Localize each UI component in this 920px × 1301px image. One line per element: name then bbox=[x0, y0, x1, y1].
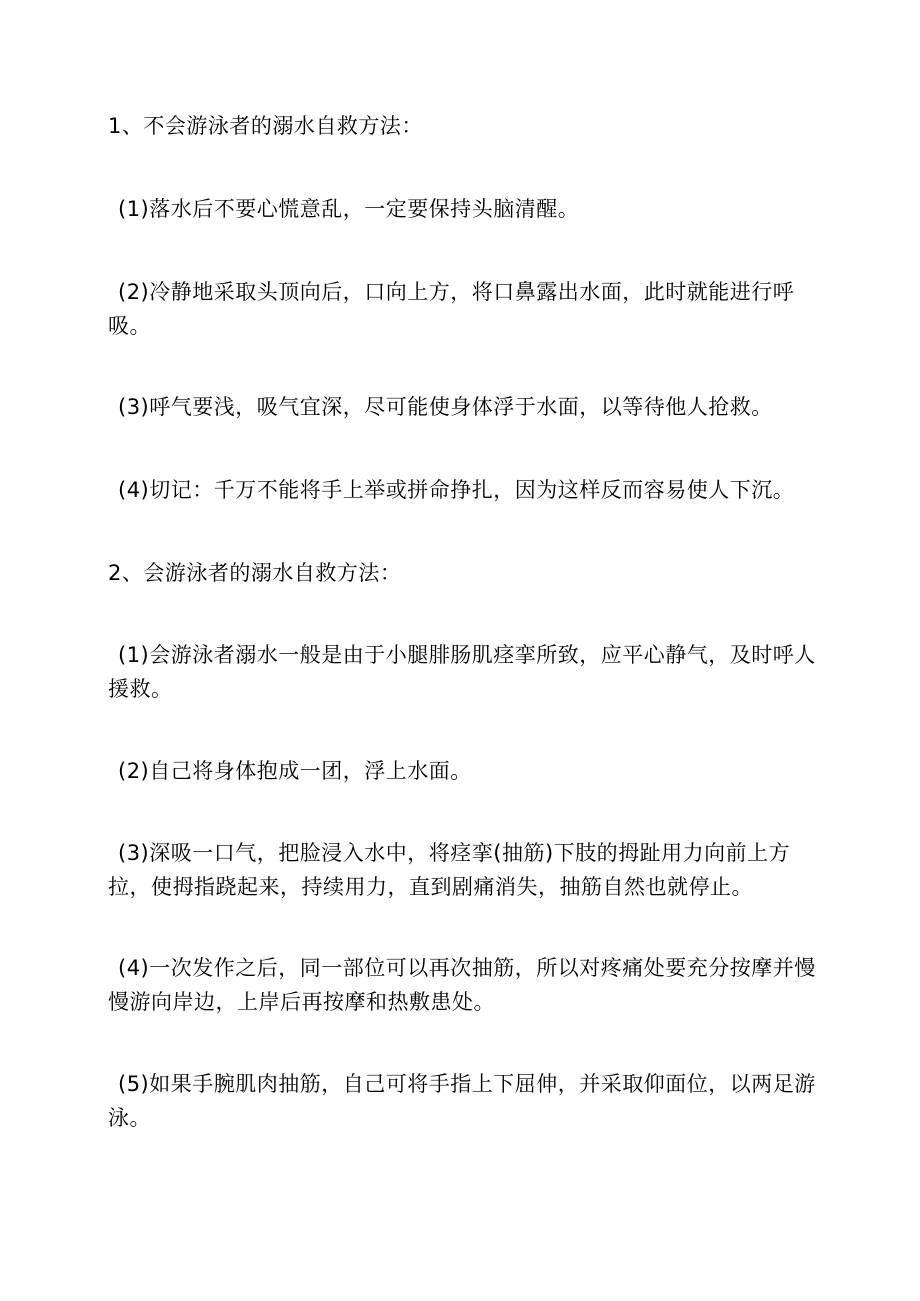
section-2-item-1-line-2: 援救。 bbox=[108, 677, 173, 701]
section-1-item-2-line-1: (2)冷静地采取头顶向后，口向上方，将口鼻露出水面，此时就能进行呼 bbox=[118, 280, 795, 304]
section-2-item-2-line-1: (2)自己将身体抱成一团，浮上水面。 bbox=[118, 759, 472, 783]
section-2-item-3-line-2: 拉，使拇指跷起来，持续用力，直到剧痛消失，抽筋自然也就停止。 bbox=[108, 875, 753, 899]
section-2-item-4-line-1: (4)一次发作之后，同一部位可以再次抽筋，所以对疼痛处要充分按摩并慢 bbox=[118, 956, 816, 980]
section-1-item-2-line-2: 吸。 bbox=[108, 314, 151, 338]
section-1-item-4-line-1: (4)切记：千万不能将手上举或拼命挣扎，因为这样反而容易使人下沉。 bbox=[118, 478, 795, 502]
section-1-heading: 1、不会游泳者的溺水自救方法： bbox=[108, 114, 423, 138]
section-2-item-5-line-2: 泳。 bbox=[108, 1106, 151, 1130]
section-1-item-3-line-1: (3)呼气要浅，吸气宜深，尽可能使身体浮于水面，以等待他人抢救。 bbox=[118, 395, 773, 419]
section-2-item-5-line-1: (5)如果手腕肌肉抽筋，自己可将手指上下屈伸，并采取仰面位，以两足游 bbox=[118, 1072, 816, 1096]
section-2-item-4-line-2: 慢游向岸边，上岸后再按摩和热敷患处。 bbox=[108, 990, 495, 1014]
section-2-heading: 2、会游泳者的溺水自救方法： bbox=[108, 561, 402, 585]
section-2-item-3-line-1: (3)深吸一口气，把脸浸入水中，将痉挛(抽筋)下肢的拇趾用力向前上方 bbox=[118, 841, 791, 865]
section-1-item-1-line-1: (1)落水后不要心慌意乱，一定要保持头脑清醒。 bbox=[118, 197, 580, 221]
section-2-item-1-line-1: (1)会游泳者溺水一般是由于小腿腓肠肌痉挛所致，应平心静气，及时呼人 bbox=[118, 643, 816, 667]
